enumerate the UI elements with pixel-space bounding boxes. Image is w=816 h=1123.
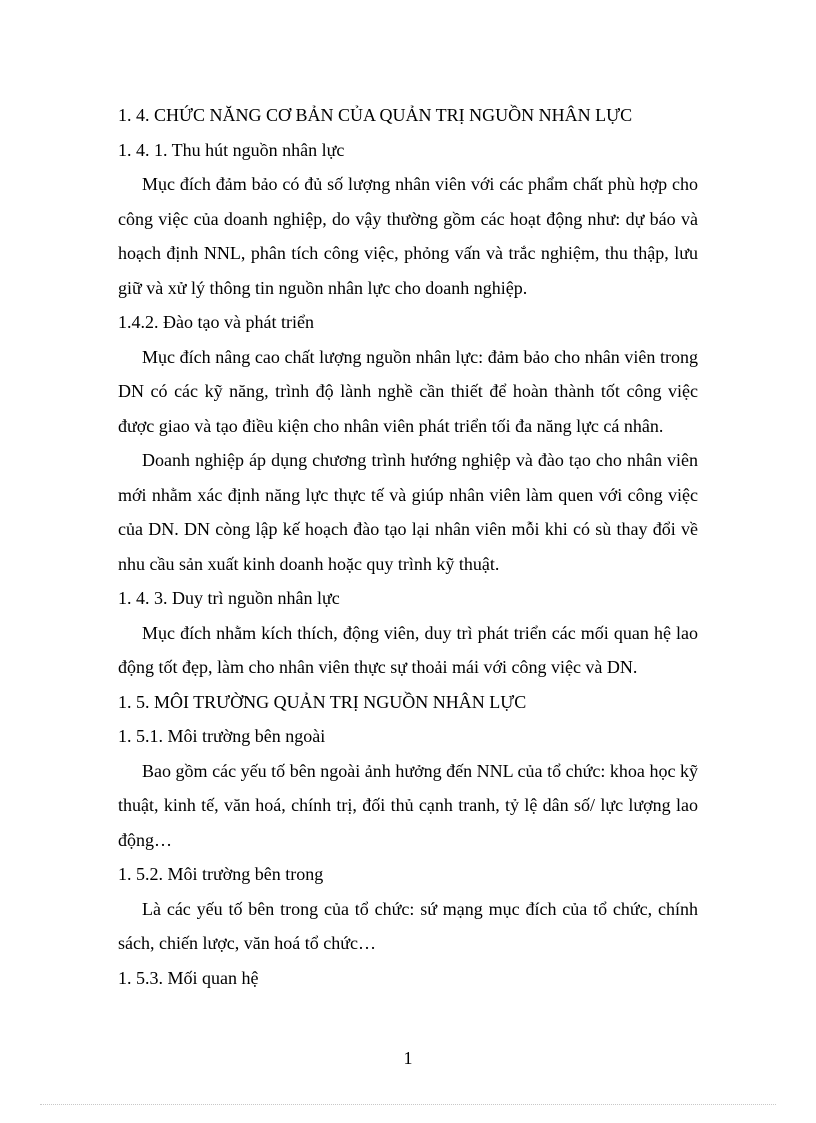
heading-1-4-1: 1. 4. 1. Thu hút nguồn nhân lực: [118, 139, 345, 160]
page-bottom-divider: [40, 1104, 776, 1105]
heading-1-5-2: 1. 5.2. Môi trường bên trong: [118, 864, 324, 884]
heading-1-5-1: 1. 5.1. Môi trường bên ngoài: [118, 726, 326, 746]
para-dao-tao-1: Mục đích nâng cao chất lượng nguồn nhân lực: đảm bảo cho nhân viên trong DN có các kỹ năng, trình độ lành nghề cần thiết để hoàn thành tốt công việc được giao và tạo điều kiện cho nhân viên phát triển tối đa năng lực cá nhân.: [118, 346, 698, 436]
para-ben-ngoai: Bao gồm các yếu tố bên ngoài ảnh hưởng đến NNL của tổ chức: khoa học kỹ thuật, kinh tế, văn hoá, chính trị, đối thủ cạnh tranh, tỷ lệ dân số/ lực lượng lao động…: [118, 760, 698, 850]
heading-1-4-2: 1.4.2. Đào tạo và phát triển: [118, 312, 314, 332]
para-duy-tri: Mục đích nhằm kích thích, động viên, duy trì phát triển các mối quan hệ lao động tốt đẹp, làm cho nhân viên thực sự thoải mái với công việc và DN.: [118, 622, 698, 677]
heading-1-4-3: 1. 4. 3. Duy trì nguồn nhân lực: [118, 588, 340, 608]
heading-1-4: 1. 4. CHỨC NĂNG CƠ BẢN CỦA QUẢN TRỊ NGUỒN NHÂN LỰC: [118, 105, 633, 125]
document-body: [118, 98, 698, 995]
para-thu-hut: Mục đích đảm bảo có đủ số lượng nhân viên với các phẩm chất phù hợp cho công việc của doanh nghiệp, do vậy thường gồm các hoạt động như: dự báo và hoạch định NNL, phân tích công việc, phỏng vấn và trắc nghiệm, thu thập, lưu giữ và xử lý thông tin nguồn nhân lực cho doanh nghiệp.: [118, 174, 698, 298]
para-ben-trong: Là các yếu tố bên trong của tổ chức: sứ mạng mục đích của tổ chức, chính sách, chiến lược, văn hoá tổ chức…: [118, 898, 698, 953]
page-number: 1: [403, 1048, 413, 1068]
para-dao-tao-2: Doanh nghiệp áp dụng chương trình hướng nghiệp và đào tạo cho nhân viên mới nhằm xác định năng lực thực tế và giúp nhân viên làm quen với công việc của DN. DN còng lập kế hoạch đào tạo lại nhân viên mỗi khi có sù thay đổi về nhu cầu sản xuất kinh doanh hoặc quy trình kỹ thuật.: [118, 450, 698, 574]
heading-1-5-3: 1. 5.3. Mối quan hệ: [118, 967, 259, 988]
heading-1-5: 1. 5. MÔI TRƯỜNG QUẢN TRỊ NGUỒN NHÂN LỰC: [118, 691, 527, 712]
